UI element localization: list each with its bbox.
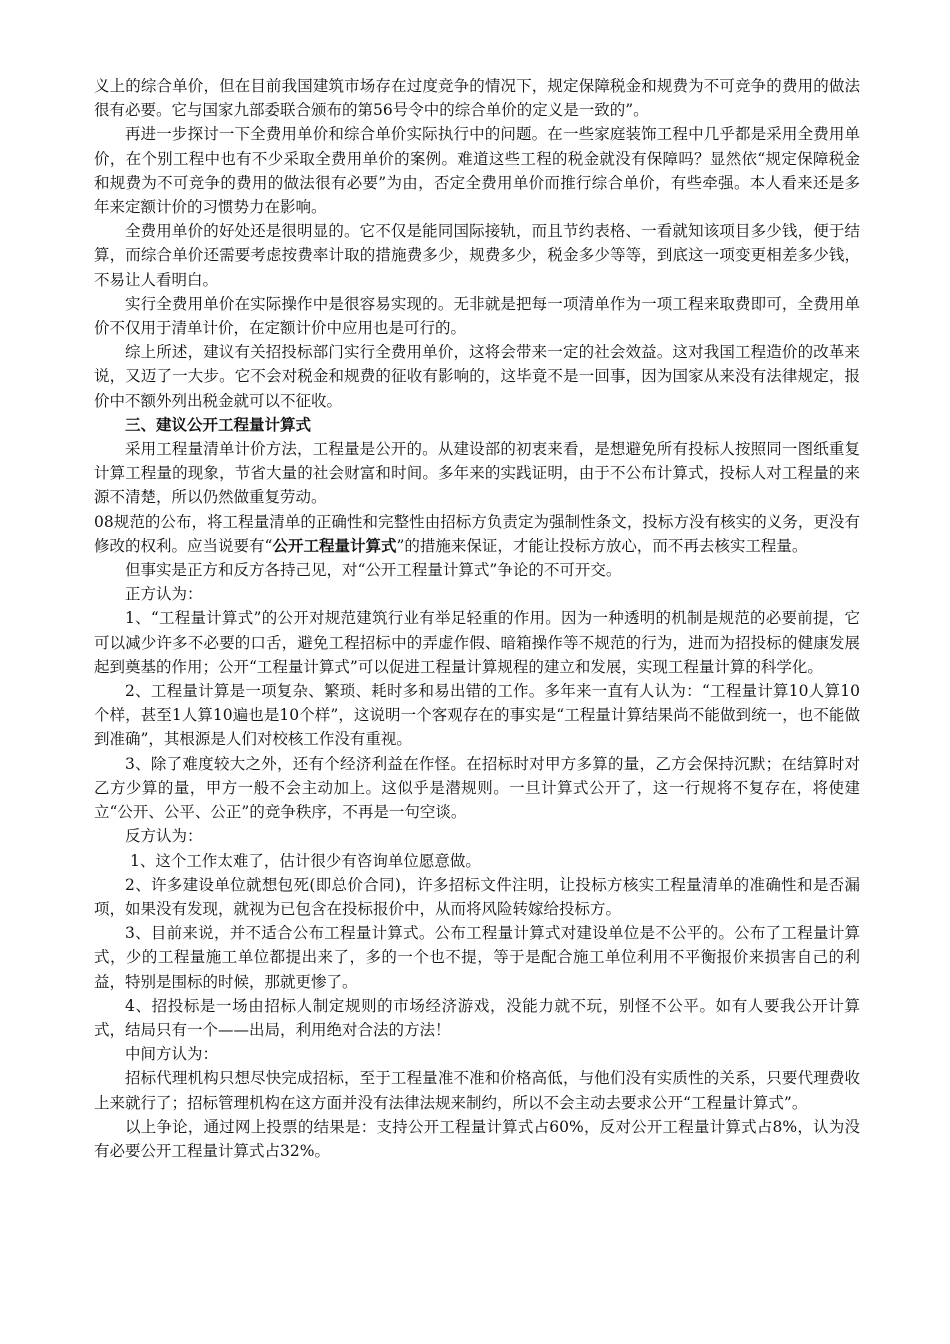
spec-text-c: ”的措施来保证，才能让投标方放心，而不再去核实工程量。 — [396, 536, 808, 555]
paragraph-quantity-list: 采用工程量清单计价方法，工程量是公开的。从建设部的初衷来看，是想避免所有投标人按照同一图纸重复计算工程量的现象，节省大量的社会财富和时间。多年来的实践证明，由于不公布计算式，投标人对工程量的来源不清楚，所以仍然做重复劳动。 — [94, 440, 860, 507]
con-label: 反方认为： — [125, 827, 203, 846]
paragraph-vote-summary: 以上争论，通过网上投票的结果是：支持公开工程量计算式占60%，反对公开工程量计算式占8%，认为没有必要公开工程量计算式占32%。 — [94, 1117, 860, 1160]
con-point-3: 3、目前来说，并不适合公布工程量计算式。公布工程量计算式对建设单位是不公平的。公布了工程量计算式，少的工程量施工单位都提出来了，多的一个也不提，等于是配合施工单位利用不平衡报价来损害自己的利益，特别是围标的时候，那就更惨了。 — [94, 924, 860, 991]
spec-text-a: 08规范的公布，将工程量清单的正确性和完整性由招标方负责定为强制性条文，投标方没有核实的义务，更没有修改的权利。应当说要有“ — [94, 512, 860, 555]
paragraph-continuation: 义上的综合单价，但在目前我国建筑市场存在过度竞争的情况下，规定保障税金和规费为不可竞争的费用的做法很有必要。它与国家九部委联合颁布的第56号令中的综合单价的定义是一致的”。 — [94, 77, 860, 120]
mid-point-1: 招标代理机构只想尽快完成招标，至于工程量准不准和价格高低，与他们没有实质性的关系，只要代理费收上来就行了；招标管理机构在这方面并没有法律法规来制约，所以不会主动去要求公开“工程量计算式”。 — [94, 1069, 860, 1112]
paragraph-full-cost-benefits: 全费用单价的好处还是很明显的。它不仅是能同国际接轨，而且节约表格、一看就知该项目多少钱，便于结算，而综合单价还需要考虑按费率计取的措施费多少，规费多少，税金多少等等，到底这一项变更相差多少钱，不易让人看明白。 — [94, 222, 860, 289]
pro-point-3: 3、除了难度较大之外，还有个经济利益在作怪。在招标时对甲方多算的量，乙方会保持沉默；在结算时对乙方少算的量，甲方一般不会主动加上。这似乎是潜规则。一旦计算式公开了，这一行规将不复存在，将使建立“公开、公平、公正”的竞争秩序，不再是一句空谈。 — [94, 754, 860, 822]
paragraph-debate: 但事实是正方和反方各持己见，对“公开工程量计算式”争论的不可开交。 — [125, 561, 622, 580]
mid-label: 中间方认为： — [125, 1045, 219, 1064]
document-body — [94, 74, 860, 1163]
pro-point-2: 2、工程量计算是一项复杂、繁琐、耗时多和易出错的工作。多年来一直有人认为：“工程量计算10人算10个样，甚至1人算10遍也是10个样”，这说明一个客观存在的事实是“工程量计算结果尚不能做到统一，也不能做到准确”，其根源是人们对校核工作没有重视。 — [94, 682, 860, 749]
paragraph-08-spec — [94, 510, 860, 558]
con-point-2: 2、许多建设单位就想包死(即总价合同)，许多招标文件注明，让投标方核实工程量清单的准确性和是否漏项，如果没有发现，就视为已包含在投标报价中，从而将风险转嫁给投标方。 — [94, 875, 860, 918]
pro-point-1: 1、“工程量计算式”的公开对规范建筑行业有举足轻重的作用。因为一种透明的机制是规范的必要前提，它可以减少许多不必要的口舌，避免工程招标中的弄虚作假、暗箱操作等不规范的行为，进而为招投标的健康发展起到奠基的作用；公开“工程量计算式”可以促进工程量计算规程的建立和发展，实现工程量计算的科学化。 — [94, 609, 860, 676]
con-point-1: 1、这个工作太难了，估计很少有咨询单位愿意做。 — [130, 851, 481, 870]
paragraph-implementation: 实行全费用单价在实际操作中是很容易实现的。无非就是把每一项清单作为一项工程来取费即可，全费用单价不仅用于清单计价，在定额计价中应用也是可行的。 — [94, 294, 860, 338]
paragraph-unit-price-issues: 再进一步探讨一下全费用单价和综合单价实际执行中的问题。在一些家庭装饰工程中几乎都是采用全费用单价，在个别工程中也有不少采取全费用单价的案例。难道这些工程的税金就没有保障吗？显然依“规定保障税金和规费为不可竞争的费用的做法很有必要”为由，否定全费用单价而推行综合单价，有些牵强。本人看来还是多年来定额计价的习惯势力在影响。 — [94, 125, 860, 217]
con-point-4: 4、招投标是一场由招标人制定规则的市场经济游戏，没能力就不玩，别怪不公平。如有人要我公开计算式，结局只有一个——出局，利用绝对合法的方法！ — [94, 996, 860, 1039]
paragraph-conclusion: 综上所述，建议有关招投标部门实行全费用单价，这将会带来一定的社会效益。这对我国工程造价的改革来说，又迈了一大步。它不会对税金和规费的征收有影响的，这毕竟不是一回事，因为国家从来没有法律规定，报价中不额外列出税金就可以不征收。 — [94, 343, 860, 410]
pro-label: 正方认为： — [125, 585, 203, 604]
spec-emphasis: 公开工程量计算式 — [272, 536, 397, 555]
section-heading-3: 三、建议公开工程量计算式 — [125, 415, 312, 434]
